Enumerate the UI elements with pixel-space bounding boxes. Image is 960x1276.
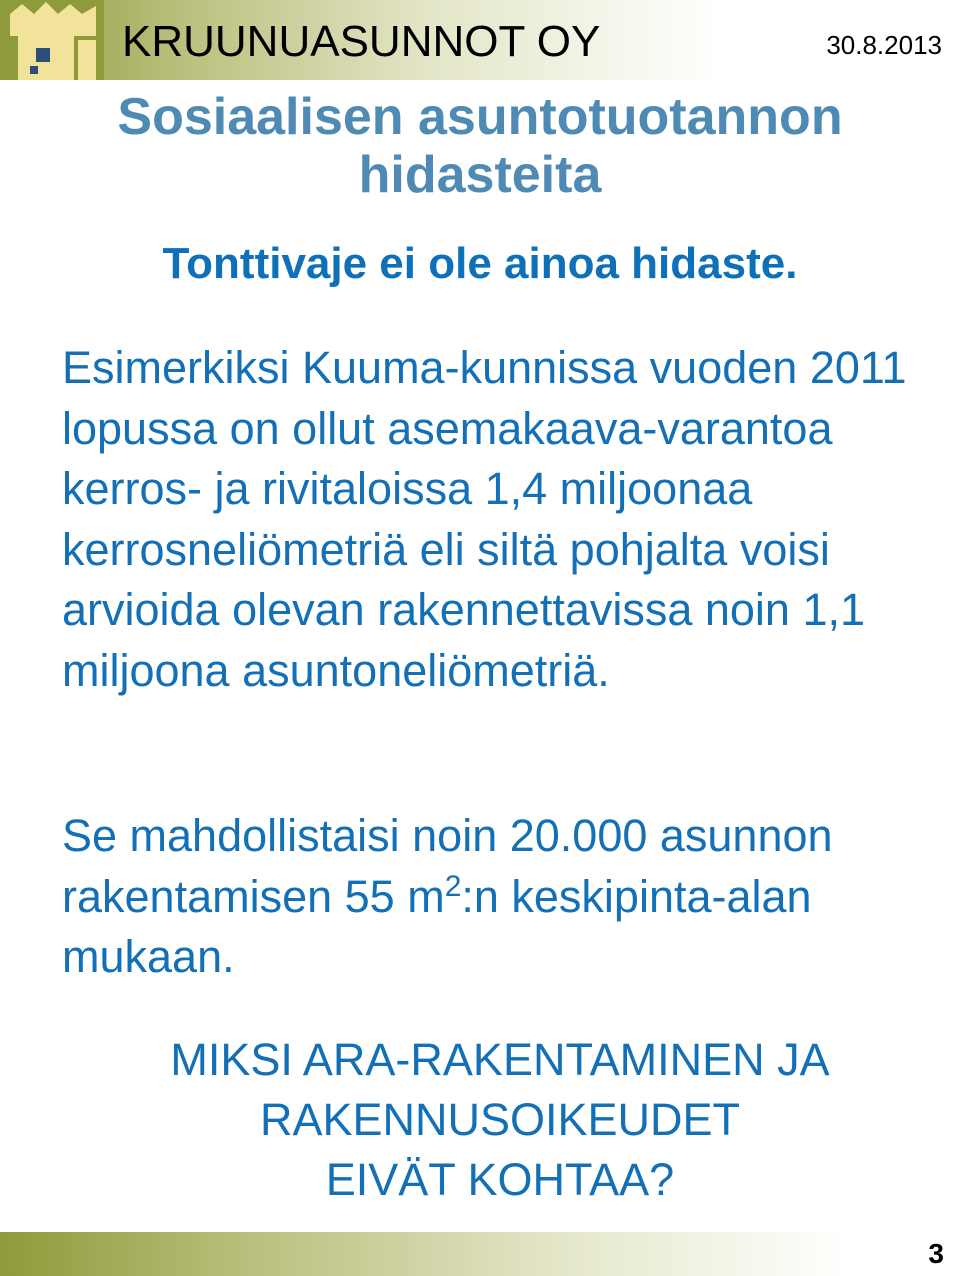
- slide-title-line-2: hidasteita: [358, 146, 602, 204]
- company-name: KRUUNUASUNNOT OY: [122, 17, 601, 66]
- logo-side-block: [78, 40, 96, 80]
- question-line-1: MIKSI ARA-RAKENTAMINEN JA: [170, 1034, 830, 1085]
- paragraph-2-text-end: :n keskipinta-alan mukaan.: [62, 870, 812, 982]
- slide-title-line-1: Sosiaalisen asuntotuotannon: [117, 88, 843, 146]
- footer-bar: [0, 1232, 960, 1276]
- logo-door: [36, 48, 50, 62]
- question-line-2: RAKENNUSOIKEUDET: [259, 1094, 741, 1145]
- logo-window: [30, 66, 38, 74]
- area-unit-superscript: 2: [444, 869, 462, 903]
- paragraph-2-text-start: Se mahdollistaisi noin 20.000 asunnon rakentamisen 55 m: [62, 810, 833, 922]
- question-line-3: EIVÄT KOHTAA?: [325, 1154, 675, 1205]
- body-paragraph-1: Esimerkiksi Kuuma-kunnissa vuoden 2011 lopussa on ollut asemakaava-varantoa kerros- ja rivitaloissa 1,4 miljoonaa kerrosneliömetriä eli siltä pohjalta voisi arvioida olevan rakennettavissa noin 1,1 miljoona asuntoneliömetriä.: [62, 342, 907, 696]
- header-date: 30.8.2013: [826, 30, 942, 60]
- page-number: 3: [928, 1238, 944, 1269]
- body-paragraph-2: [62, 806, 942, 988]
- company-logo: [0, 0, 104, 80]
- slide-subtitle: Tonttivaje ei ole ainoa hidaste.: [162, 239, 798, 288]
